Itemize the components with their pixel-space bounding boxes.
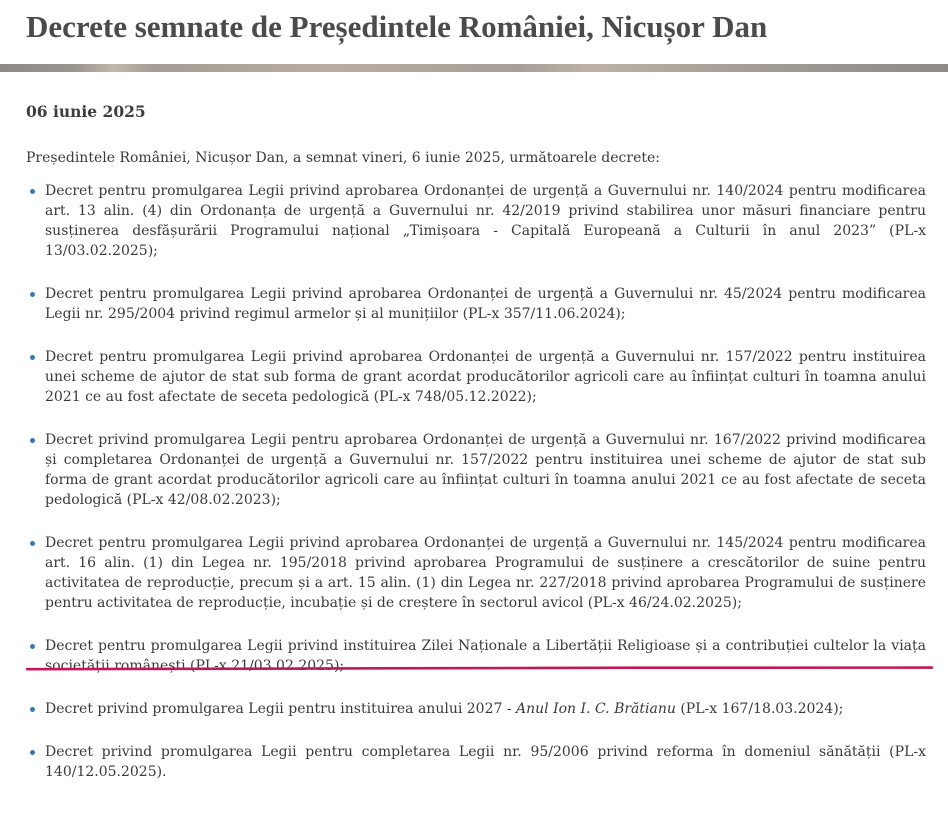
decree-text-part: (PL-x 167/18.03.2024); bbox=[675, 701, 844, 717]
decree-item-4 bbox=[26, 430, 926, 510]
decree-text: Decret pentru promulgarea Legii privind aprobarea Ordonanței de urgență a Guvernului nr. 157/2022 pentru instituirea unei scheme de ajutor de stat sub forma de grant acordat producătorilor agricoli care au înființat culturi în toamna anului 2021 ce au fost afectate de seceta pedologică (PL-x 748/05.12.2022); bbox=[45, 349, 926, 405]
decree-item-8 bbox=[26, 742, 926, 782]
bullet-icon bbox=[30, 355, 35, 360]
decree-text bbox=[45, 701, 843, 717]
decree-text: Decret pentru promulgarea Legii privind instituirea Zilei Naționale a Libertății Religioase și a contribuției cultelor la viața societății românești (PL-x 21/03.02.2025); bbox=[45, 638, 926, 674]
decree-text-part: Decret privind promulgarea Legii pentru instituirea anului 2027 - bbox=[45, 701, 517, 717]
decree-text: Decret pentru promulgarea Legii privind aprobarea Ordonanței de urgență a Guvernului nr. 145/2024 pentru modificarea art. 16 alin. (1) din Legea nr. 195/2018 privind aprobarea Programului de susținere a crescătorilor de suine pentru activitatea de reproducție, precum și a art. 15 alin. (1) din Legea nr. 227/2018 privind aprobarea Programului de susținere pentru activitatea de reproducție, incubație și de creștere în sectorul avicol (PL-x 46/24.02.2025); bbox=[45, 535, 926, 611]
bullet-icon bbox=[30, 707, 35, 712]
decree-list bbox=[26, 181, 926, 805]
bullet-icon bbox=[30, 750, 35, 755]
decree-item-5 bbox=[26, 533, 926, 613]
bullet-icon bbox=[30, 189, 35, 194]
article-intro: Președintele României, Nicușor Dan, a semnat vineri, 6 iunie 2025, următoarele decrete: bbox=[26, 150, 660, 166]
decree-text-italic: Anul Ion I. C. Brătianu bbox=[516, 701, 676, 717]
decree-item-3 bbox=[26, 347, 926, 407]
decree-text: Decret pentru promulgarea Legii privind aprobarea Ordonanței de urgență a Guvernului nr. 45/2024 pentru modificarea Legii nr. 295/2004 privind regimul armelor și al munițiilor (PL-x 357/11.06.2024); bbox=[45, 286, 926, 322]
bullet-icon bbox=[30, 541, 35, 546]
decree-item-2 bbox=[26, 284, 926, 324]
bullet-icon bbox=[30, 438, 35, 443]
page-title: Decrete semnate de Președintele României, Nicușor Dan bbox=[26, 9, 768, 44]
title-banner-strip bbox=[0, 64, 948, 72]
highlight-underline bbox=[26, 666, 934, 671]
decree-text: Decret pentru promulgarea Legii privind aprobarea Ordonanței de urgență a Guvernului nr. 140/2024 pentru modificarea art. 13 alin. (4) din Ordonanța de urgență a Guvernului nr. 42/2019 privind stabilirea unor măsuri financiare pentru susținerea desfășurării Programului național „Timișoara - Capitală Europeană a Culturii în anul 2023” (PL-x 13/03.02.2025); bbox=[45, 183, 926, 259]
decree-text: Decret privind promulgarea Legii pentru aprobarea Ordonanței de urgență a Guvernului nr. 167/2022 privind modificarea și completarea Ordonanței de urgență a Guvernului nr. 157/2022 pentru instituirea unei scheme de ajutor de stat sub forma de grant acordat producătorilor agricoli care au înființat culturi în toamna anului 2021 ce au fost afectate de seceta pedologică (PL-x 42/08.02.2023); bbox=[45, 432, 926, 508]
article-date: 06 iunie 2025 bbox=[26, 102, 146, 121]
bullet-icon bbox=[30, 292, 35, 297]
bullet-icon bbox=[30, 644, 35, 649]
highlight-underline-stroke bbox=[27, 668, 932, 670]
decree-item-7 bbox=[26, 699, 926, 719]
decree-item-1 bbox=[26, 181, 926, 261]
decree-text: Decret privind promulgarea Legii pentru completarea Legii nr. 95/2006 privind reforma în domeniul sănătății (PL-x 140/12.05.2025). bbox=[45, 744, 926, 780]
